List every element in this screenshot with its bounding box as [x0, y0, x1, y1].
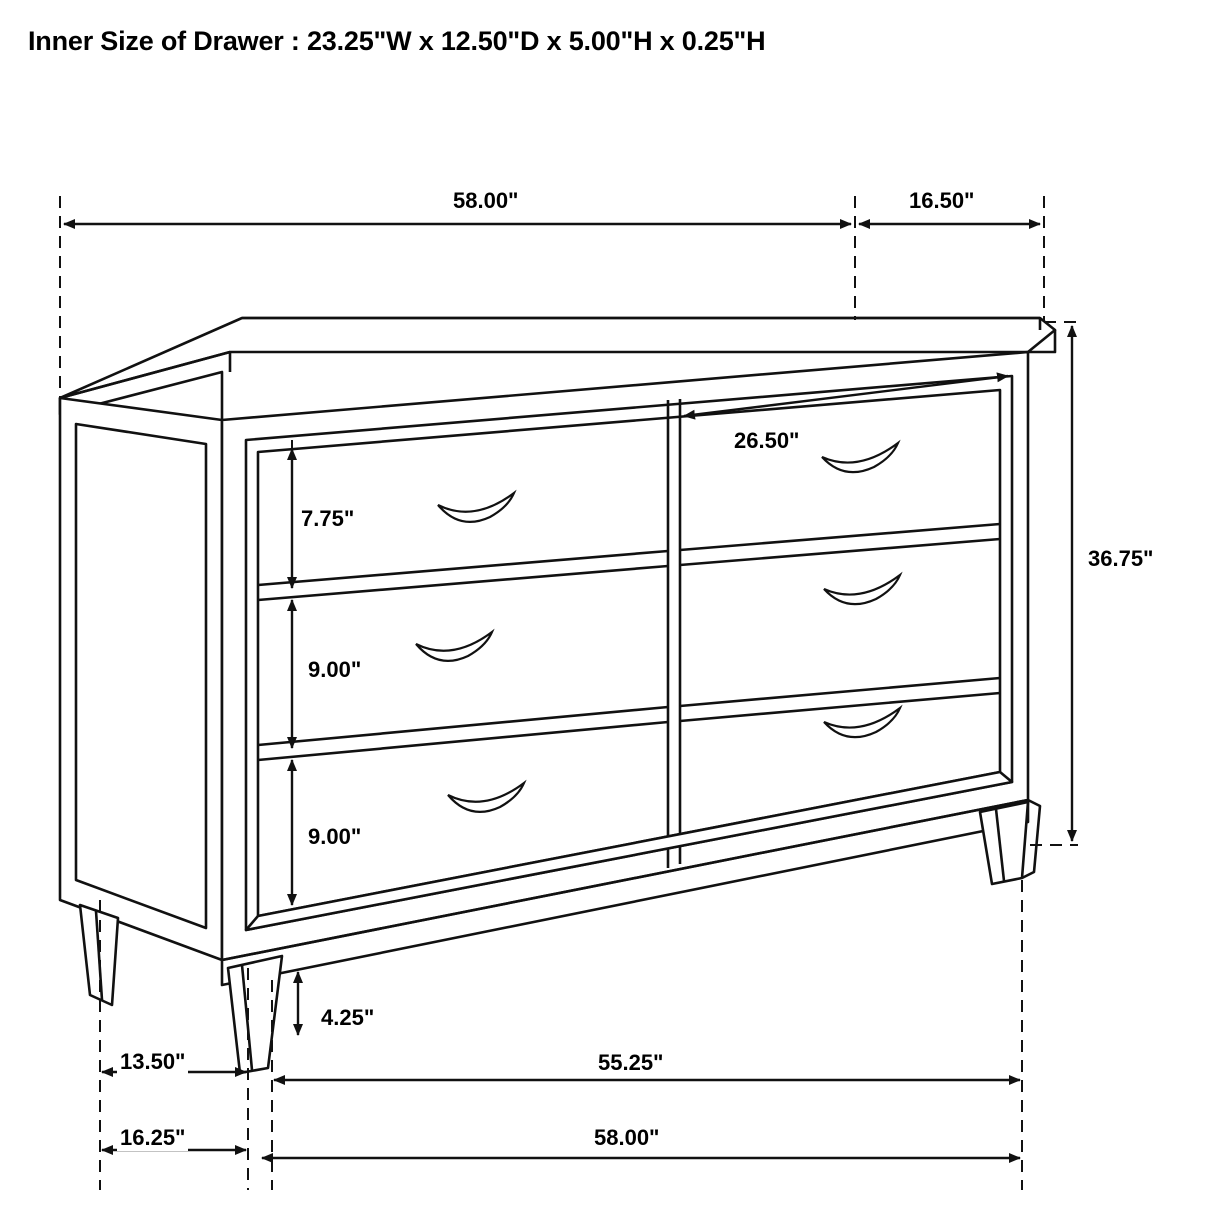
dresser-body: [60, 318, 1055, 1073]
dim-label-bottom-width: 58.00": [591, 1125, 662, 1151]
dim-label-foot-offset: 13.50": [117, 1049, 188, 1075]
dim-label-drawer-middle-height: 9.00": [305, 657, 364, 683]
dim-label-top-depth: 16.50": [906, 188, 977, 214]
page-title: Inner Size of Drawer : 23.25"W x 12.50"D x 5.00"H x 0.25"H: [28, 26, 766, 56]
dim-label-bottom-offset: 16.25": [117, 1125, 188, 1151]
dim-label-overall-height: 36.75": [1085, 546, 1156, 572]
dim-label-top-width: 58.00": [450, 188, 521, 214]
dim-label-base-width: 55.25": [595, 1050, 666, 1076]
dim-label-drawer-top-height: 7.75": [298, 506, 357, 532]
dim-label-leg-height: 4.25": [318, 1005, 377, 1031]
dim-label-drawer-width: 26.50": [731, 428, 802, 454]
dim-label-drawer-bottom-height: 9.00": [305, 824, 364, 850]
